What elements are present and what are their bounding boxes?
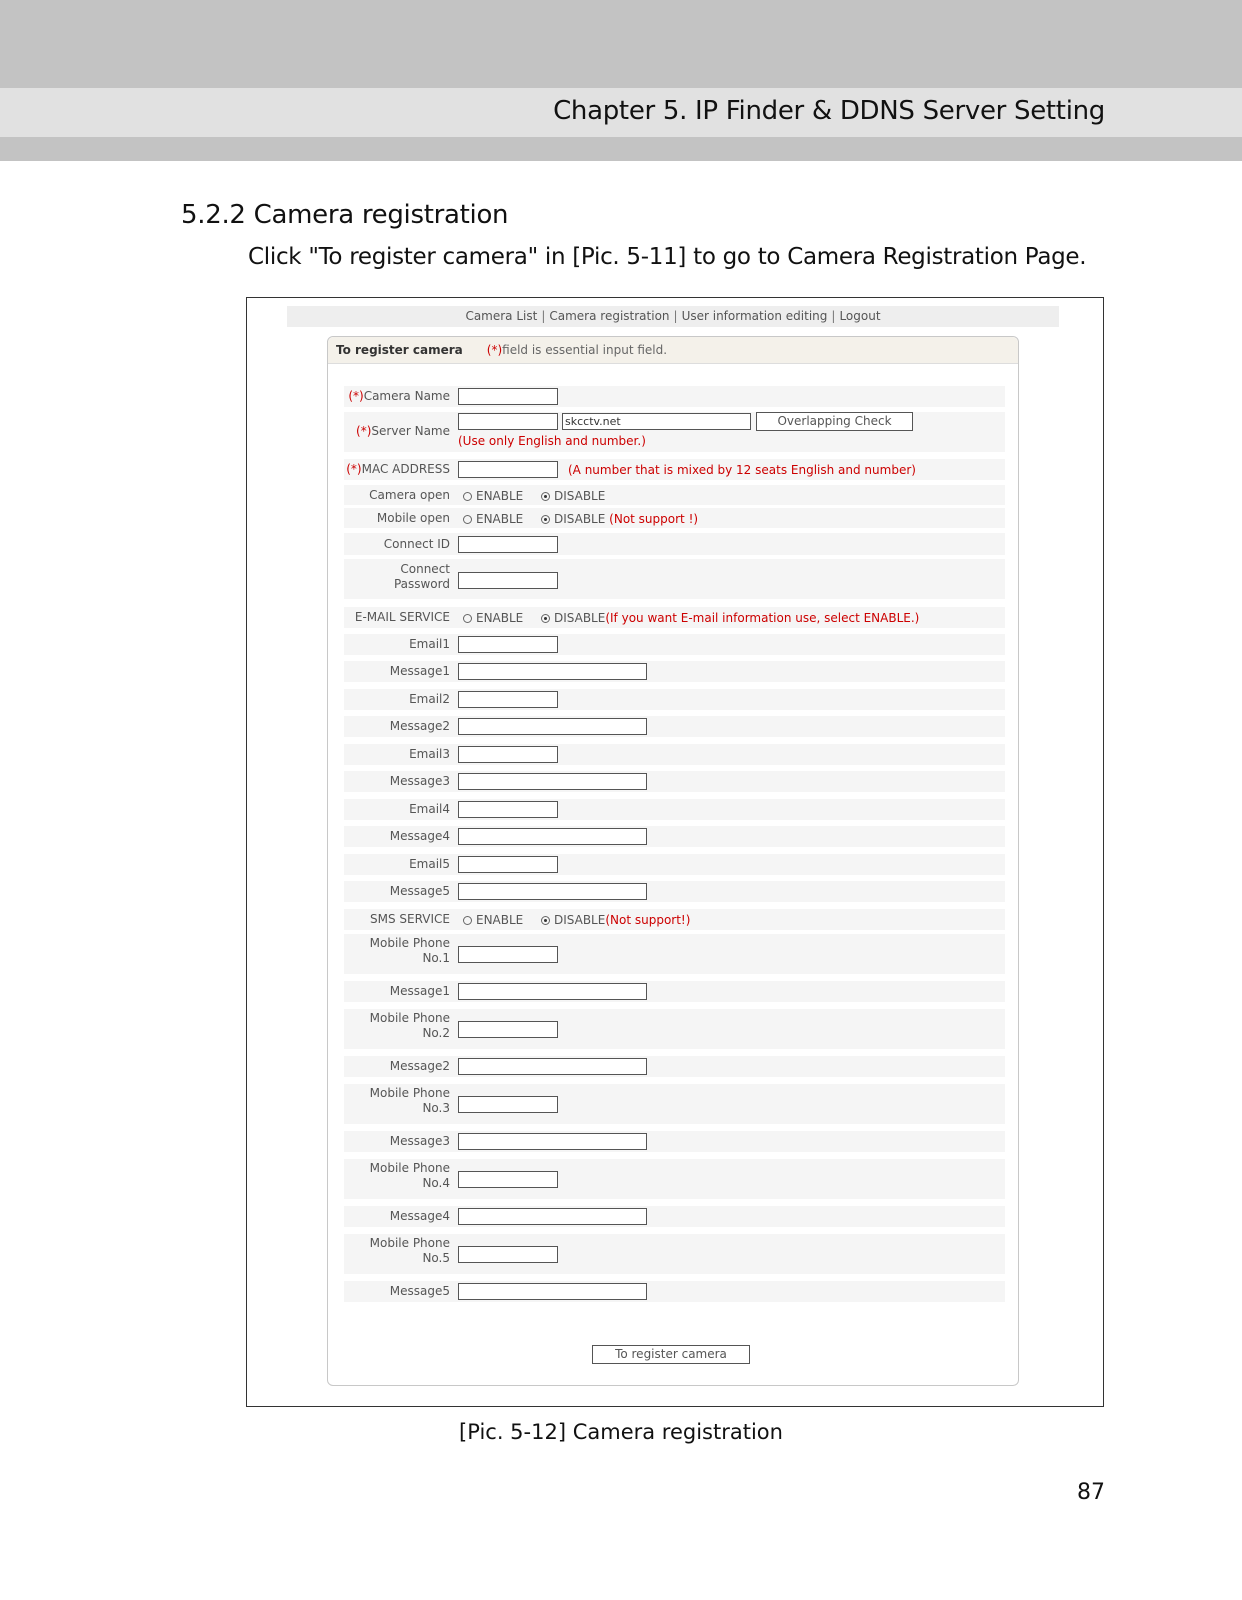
row-camera-open <box>344 485 1005 505</box>
nav-camera-registration[interactable]: Camera registration <box>549 309 670 323</box>
register-camera-panel <box>327 336 1019 1386</box>
label-mac-address: MAC ADDRESS <box>361 462 450 476</box>
sms-message2-input[interactable] <box>458 1058 647 1075</box>
row-sms-message1 <box>344 981 1005 1002</box>
row-mobile-phone-4 <box>344 1159 1005 1199</box>
row-message5 <box>344 881 1005 902</box>
sms-message5-input[interactable] <box>458 1283 647 1300</box>
message4-input[interactable] <box>458 828 647 845</box>
register-camera-button[interactable]: To register camera <box>592 1345 750 1364</box>
label-sms-message3: Message3 <box>389 1134 450 1148</box>
label-sms-service: SMS SERVICE <box>370 912 450 926</box>
email3-input[interactable] <box>458 746 558 763</box>
email2-input[interactable] <box>458 691 558 708</box>
row-email2 <box>344 689 1005 710</box>
label-email2: Email2 <box>409 692 450 706</box>
section-heading: 5.2.2 Camera registration <box>181 200 509 230</box>
label-email1: Email1 <box>409 637 450 651</box>
server-domain-field[interactable]: skcctv.net <box>562 413 751 430</box>
radio-unchecked-icon <box>463 515 472 524</box>
row-email5 <box>344 854 1005 875</box>
row-message2 <box>344 716 1005 737</box>
mobile-phone-3-input[interactable] <box>458 1096 558 1113</box>
screenshot-frame <box>246 297 1104 1407</box>
intro-text: Click "To register camera" in [Pic. 5-11] to go to Camera Registration Page. <box>248 244 1087 270</box>
row-server-name: (*)Server Name skcctv.net Overlapping Check (Use only English and number.) <box>344 412 1005 452</box>
sms-message4-input[interactable] <box>458 1208 647 1225</box>
nav-user-info-editing[interactable]: User information editing <box>681 309 828 323</box>
row-mobile-open <box>344 508 1005 528</box>
label-message1: Message1 <box>389 664 450 678</box>
mobile-open-hint: (Not support !) <box>609 512 699 526</box>
mobile-open-enable-radio[interactable]: ENABLE <box>463 512 523 526</box>
label-camera-name: Camera Name <box>363 389 450 403</box>
sms-service-hint: (Not support!) <box>605 913 691 927</box>
server-name-input[interactable] <box>458 413 558 430</box>
sms-message1-input[interactable] <box>458 983 647 1000</box>
row-mobile-phone-1 <box>344 934 1005 974</box>
camera-open-enable-radio[interactable]: ENABLE <box>463 489 523 503</box>
label-phone-no-5: No.5 <box>422 1251 450 1265</box>
label-mobile-phone: Mobile Phone <box>369 936 450 950</box>
row-email4 <box>344 799 1005 820</box>
row-mac-address: (*)MAC ADDRESS (A number that is mixed by 12 seats English and number) <box>344 459 1005 480</box>
sms-service-enable-radio[interactable]: ENABLE <box>463 913 523 927</box>
camera-open-disable-radio[interactable]: DISABLE <box>541 489 605 503</box>
nav-camera-list[interactable]: Camera List <box>465 309 538 323</box>
row-mobile-phone-5 <box>344 1234 1005 1274</box>
row-connect-password <box>344 559 1005 599</box>
label-message4: Message4 <box>389 829 450 843</box>
message1-input[interactable] <box>458 663 647 680</box>
label-email-service: E-MAIL SERVICE <box>354 610 450 624</box>
label-email5: Email5 <box>409 857 450 871</box>
chapter-title: Chapter 5. IP Finder & DDNS Server Setting <box>553 96 1105 126</box>
row-camera-name: (*)Camera Name <box>344 386 1005 407</box>
mobile-open-disable-radio[interactable]: DISABLE (Not support !) <box>541 512 698 526</box>
label-sms-message4: Message4 <box>389 1209 450 1223</box>
figure-caption: [Pic. 5-12] Camera registration <box>459 1420 783 1444</box>
email5-input[interactable] <box>458 856 558 873</box>
row-sms-message4 <box>344 1206 1005 1227</box>
server-name-hint: (Use only English and number.) <box>458 434 646 448</box>
mac-address-hint: (A number that is mixed by 12 seats English and number) <box>568 463 916 477</box>
label-sms-message2: Message2 <box>389 1059 450 1073</box>
email1-input[interactable] <box>458 636 558 653</box>
row-sms-service <box>344 909 1005 930</box>
label-message2: Message2 <box>389 719 450 733</box>
email-service-enable-radio[interactable]: ENABLE <box>463 611 523 625</box>
row-email-service <box>344 607 1005 628</box>
radio-unchecked-icon <box>463 614 472 623</box>
label-email4: Email4 <box>409 802 450 816</box>
radio-unchecked-icon <box>463 492 472 501</box>
mobile-phone-5-input[interactable] <box>458 1246 558 1263</box>
label-mobile-phone: Mobile Phone <box>369 1086 450 1100</box>
page-number: 87 <box>1077 1480 1105 1505</box>
label-server-name: Server Name <box>371 424 450 438</box>
label-message5: Message5 <box>389 884 450 898</box>
label-phone-no-3: No.3 <box>422 1101 450 1115</box>
header-band-top <box>0 0 1242 88</box>
label-connect-password: Connect Password <box>393 562 450 591</box>
mobile-phone-2-input[interactable] <box>458 1021 558 1038</box>
panel-title: To register camera <box>336 343 463 357</box>
label-email3: Email3 <box>409 747 450 761</box>
label-phone-no-4: No.4 <box>422 1176 450 1190</box>
connect-id-input[interactable] <box>458 536 558 553</box>
nav-logout[interactable]: Logout <box>839 309 881 323</box>
row-message4 <box>344 826 1005 847</box>
overlapping-check-button[interactable]: Overlapping Check <box>756 412 913 431</box>
row-message3 <box>344 771 1005 792</box>
email-service-disable-radio[interactable]: DISABLE(If you want E-mail information use, select ENABLE.) <box>541 611 919 625</box>
message2-input[interactable] <box>458 718 647 735</box>
row-sms-message3 <box>344 1131 1005 1152</box>
label-mobile-open: Mobile open <box>376 511 450 525</box>
row-mobile-phone-2 <box>344 1009 1005 1049</box>
email-service-hint: (If you want E-mail information use, select ENABLE.) <box>605 611 920 625</box>
label-camera-open: Camera open <box>369 488 450 502</box>
header-band-bottom <box>0 137 1242 161</box>
row-mobile-phone-3 <box>344 1084 1005 1124</box>
top-navigation: Camera List | Camera registration | User information editing | Logout <box>287 306 1059 327</box>
radio-checked-icon <box>541 916 550 925</box>
connect-password-input[interactable] <box>458 572 558 589</box>
row-email1 <box>344 634 1005 655</box>
row-sms-message2 <box>344 1056 1005 1077</box>
row-message1 <box>344 661 1005 682</box>
email4-input[interactable] <box>458 801 558 818</box>
label-mobile-phone: Mobile Phone <box>369 1011 450 1025</box>
radio-checked-icon <box>541 515 550 524</box>
row-sms-message5 <box>344 1281 1005 1302</box>
panel-header <box>328 337 1018 364</box>
label-mobile-phone: Mobile Phone <box>369 1161 450 1175</box>
label-message3: Message3 <box>389 774 450 788</box>
sms-message3-input[interactable] <box>458 1133 647 1150</box>
label-sms-message5: Message5 <box>389 1284 450 1298</box>
required-note: field is essential input field. <box>502 343 668 357</box>
radio-checked-icon <box>541 614 550 623</box>
label-mobile-phone: Mobile Phone <box>369 1236 450 1250</box>
camera-name-input[interactable] <box>458 388 558 405</box>
sms-service-disable-radio[interactable]: DISABLE(Not support!) <box>541 913 690 927</box>
label-phone-no-1: No.1 <box>422 951 450 965</box>
label-sms-message1: Message1 <box>389 984 450 998</box>
required-mark: (*) <box>486 343 503 357</box>
row-connect-id <box>344 533 1005 555</box>
row-email3 <box>344 744 1005 765</box>
message5-input[interactable] <box>458 883 647 900</box>
radio-unchecked-icon <box>463 916 472 925</box>
radio-checked-icon <box>541 492 550 501</box>
mac-address-input[interactable] <box>458 461 558 478</box>
mobile-phone-4-input[interactable] <box>458 1171 558 1188</box>
mobile-phone-1-input[interactable] <box>458 946 558 963</box>
label-connect-id: Connect ID <box>383 537 450 551</box>
message3-input[interactable] <box>458 773 647 790</box>
label-phone-no-2: No.2 <box>422 1026 450 1040</box>
